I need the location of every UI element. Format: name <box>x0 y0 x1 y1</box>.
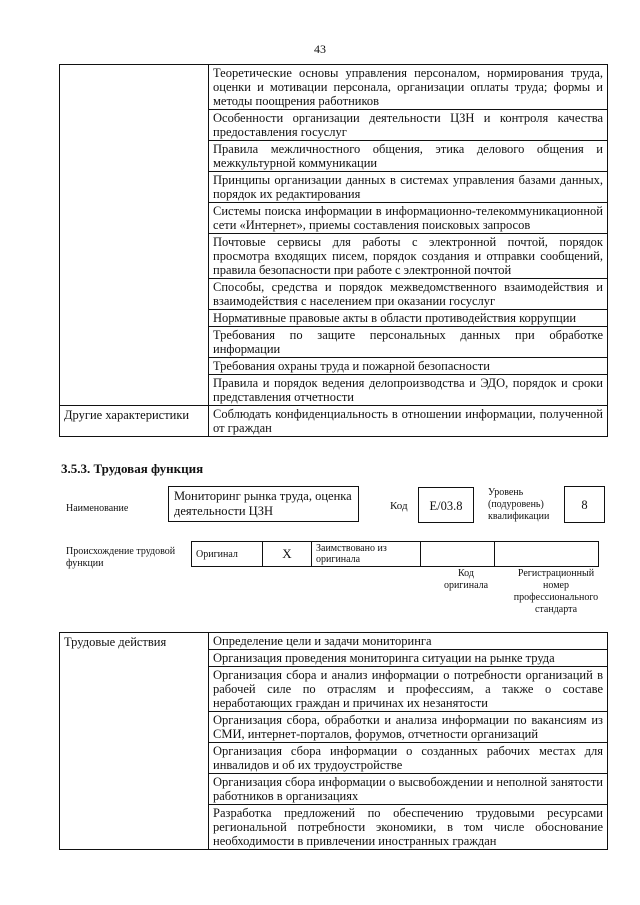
labor-action-item: Организация сбора, обработки и анализа информации по вакансиям из СМИ, интернет-порталов, форумов, отчетности организаций <box>209 712 608 743</box>
labor-actions-label: Трудовые действия <box>60 633 209 850</box>
labor-action-item: Разработка предложений по обеспечению трудовыми ресурсами региональной потребности экономики, в том числе обоснование необходимости в привлечении иностранных граждан <box>209 805 608 850</box>
borrowed-label: Заимствовано из оригинала <box>312 542 421 567</box>
labor-actions-table <box>59 632 608 850</box>
section-heading: 3.5.3. Трудовая функция <box>61 461 204 476</box>
knowledge-item: Способы, средства и порядок межведомственного взаимодействия и взаимодействия с населением при оказании госуслуг <box>209 279 608 310</box>
table-row <box>60 633 608 650</box>
qualification-level-box: 8 <box>564 486 605 523</box>
knowledge-item: Требования по защите персональных данных при обработке информации <box>209 327 608 358</box>
registration-number-cell <box>495 542 599 567</box>
qualification-level-label: Уровень (подуровень) квалификации <box>488 487 550 522</box>
registration-number-caption: Регистрационный номер профессионального стандарта <box>513 568 599 615</box>
original-code-caption: Код оригинала <box>443 568 489 591</box>
original-code-cell <box>421 542 495 567</box>
function-code-label: Код <box>390 500 408 512</box>
labor-action-item: Организация сбора и анализ информации о потребности организаций в рабочей силе по отраслям и профессиям, а также о составе неработающих граждан и причинах их незанятости <box>209 667 608 712</box>
original-mark: X <box>263 542 312 567</box>
other-characteristics-text: Соблюдать конфиденциальность в отношении информации, полученной от граждан <box>209 406 608 437</box>
labor-action-item: Организация проведения мониторинга ситуации на рынке труда <box>209 650 608 667</box>
page-number: 43 <box>314 42 326 56</box>
origin-table <box>191 541 599 567</box>
other-characteristics-label: Другие характеристики <box>60 406 209 437</box>
labor-action-item: Определение цели и задачи мониторинга <box>209 633 608 650</box>
knowledge-item: Правила межличностного общения, этика делового общения и межкультурной коммуникации <box>209 141 608 172</box>
original-label: Оригинал <box>192 542 263 567</box>
labor-action-item: Организация сбора информации о созданных рабочих местах для инвалидов и об их трудоустройстве <box>209 743 608 774</box>
function-name-box: Мониторинг рынка труда, оценка деятельности ЦЗН <box>168 486 359 522</box>
knowledge-item: Системы поиска информации в информационно-телекоммуникационной сети «Интернет», приемы составления поисковых запросов <box>209 203 608 234</box>
labor-action-item: Организация сбора информации о высвобождении и неполной занятости работников в организациях <box>209 774 608 805</box>
origin-label: Происхождение трудовой функции <box>66 546 176 569</box>
table-row <box>60 65 608 110</box>
knowledge-item: Правила и порядок ведения делопроизводства и ЭДО, порядок и сроки представления отчетности <box>209 375 608 406</box>
table-row <box>192 542 599 567</box>
knowledge-item: Принципы организации данных в системах управления базами данных, порядок их редактирования <box>209 172 608 203</box>
table-row <box>60 406 608 437</box>
knowledge-item: Теоретические основы управления персоналом, нормирования труда, оценки и мотивации персонала, организации оплаты труда; формы и методы поощрения работников <box>209 65 608 110</box>
knowledge-label-cell <box>60 65 209 406</box>
knowledge-table <box>59 64 608 437</box>
function-name-label: Наименование <box>66 503 129 514</box>
knowledge-item: Почтовые сервисы для работы с электронной почтой, порядок просмотра входящих писем, порядок создания и отправки сообщений, правила безопасности при работе с электронной почтой <box>209 234 608 279</box>
function-code-box: Е/03.8 <box>418 487 474 523</box>
knowledge-item: Нормативные правовые акты в области противодействия коррупции <box>209 310 608 327</box>
knowledge-item: Особенности организации деятельности ЦЗН и контроля качества предоставления госуслуг <box>209 110 608 141</box>
knowledge-item: Требования охраны труда и пожарной безопасности <box>209 358 608 375</box>
